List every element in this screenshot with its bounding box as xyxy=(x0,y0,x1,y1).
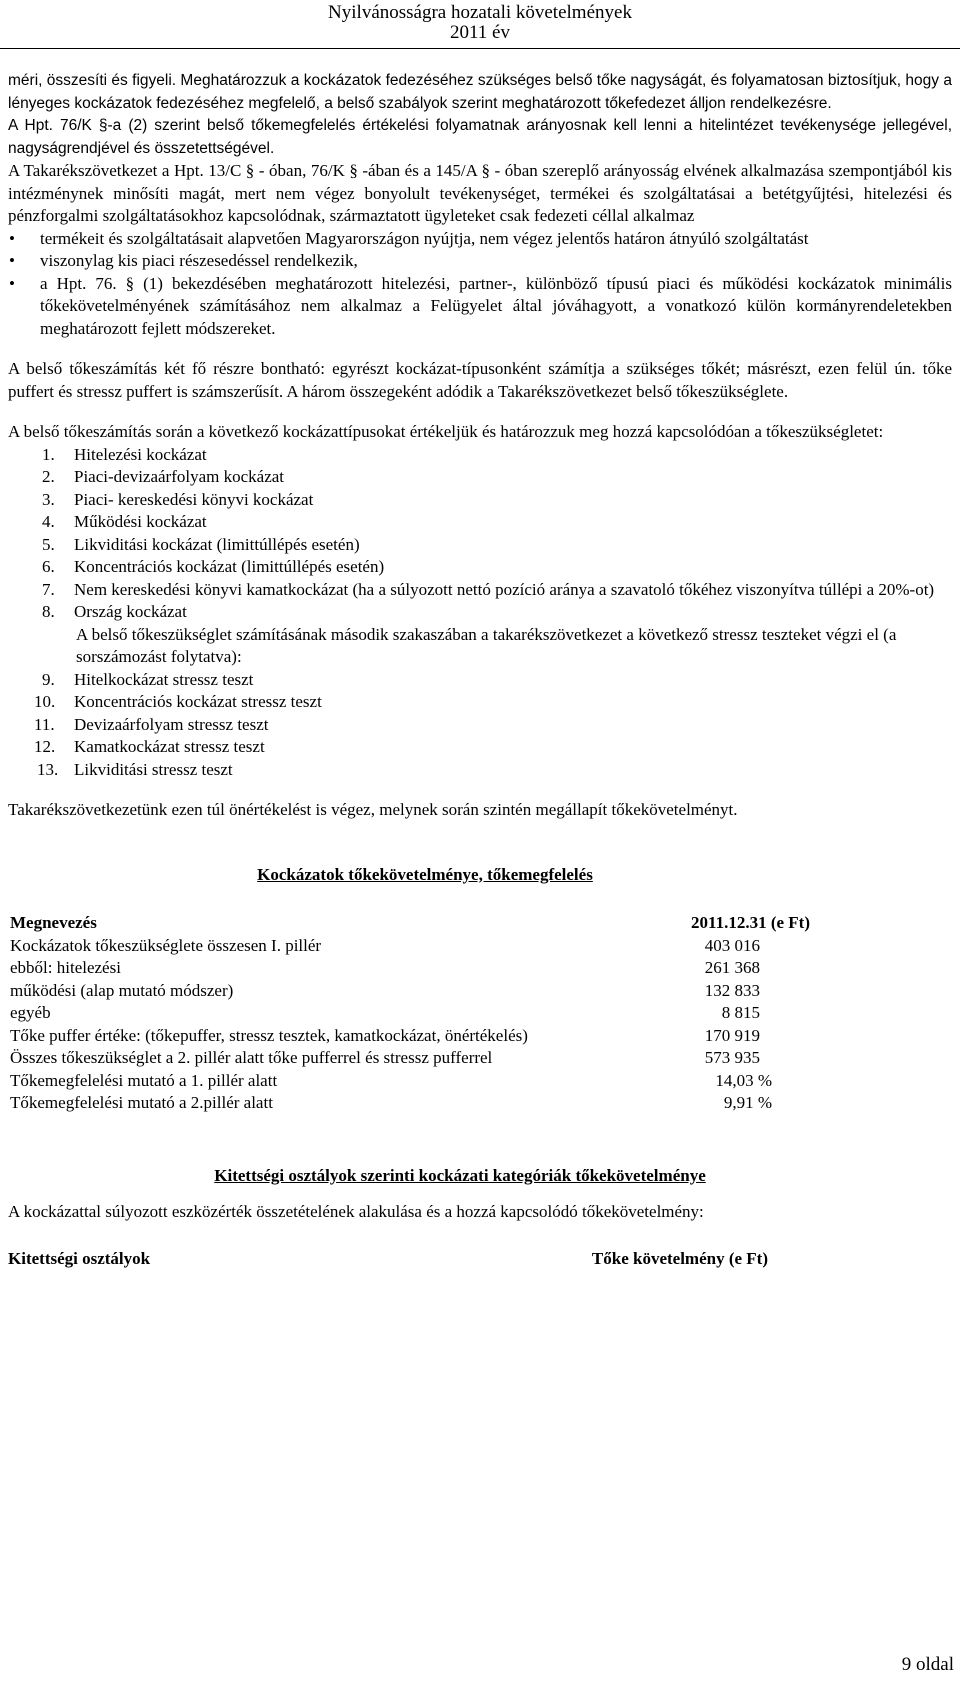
header-value: 2011.12.31 (e Ft) xyxy=(691,913,810,932)
list-item: 12. Kamatkockázat stressz teszt xyxy=(34,737,265,756)
exposure-table-header xyxy=(8,1248,768,1271)
self-assessment-paragraph: Takarékszövetkezetünk ezen túl önértékelést is végez, melynek során szintén megállapít tőkekövetelményt. xyxy=(8,800,738,819)
list-item: 11. Devizaárfolyam stressz teszt xyxy=(34,714,269,734)
table-row: ebből: hitelezési 261 368 xyxy=(10,958,760,977)
list-item: • termékeit és szolgáltatásait alapvetően Magyarországon nyújtja, nem végez jelentős határon átnyúló szolgáltatást xyxy=(8,228,952,251)
list-item: 1. Hitelezési kockázat xyxy=(42,444,207,464)
col-capital-requirement: Tőke követelmény (e Ft) xyxy=(591,1248,768,1268)
list-item: 13. Likviditási stressz teszt xyxy=(37,759,233,779)
header-divider xyxy=(0,48,960,49)
section-title-exposure: Kitettségi osztályok szerinti kockázati kategóriák tőkekövetelménye xyxy=(214,1165,706,1185)
list-item: 5. Likviditási kockázat (limittúllépés esetén) xyxy=(42,534,360,554)
list-item: • a Hpt. 76. § (1) bekezdésében meghatározott hitelezési, partner-, különböző típusú piaci és működési kockázatok minimális tőkekövetelményének számításához nem alkalmaz a Felügyelet által jóváhagyott, a vonatkozó külön kormányrendeletekben meghatározott fejlett módszereket. xyxy=(8,273,952,341)
list-item: 2. Piaci-devizaárfolyam kockázat xyxy=(42,467,285,486)
table-header-row xyxy=(10,912,810,935)
list-item: 3. Piaci- kereskedési könyvi kockázat xyxy=(42,489,314,509)
document-body xyxy=(8,70,952,1270)
intro-paragraph-2: A Hpt. 76/K §-a (2) szerint belső tőkemegfelelés értékelési folyamatnak arányosnak kell lenni a hitelintézet tevékenysége jellegével, nagyságrendjével és összetettségével. xyxy=(8,117,952,157)
page-number: 9 oldal xyxy=(901,1653,954,1675)
intro-paragraph-1: méri, összesíti és figyeli. Meghatározzuk a kockázatok fedezéséhez szükséges belső tőke nagyságát, és folyamatosan biztosítjuk, hogy a lényeges kockázatok fedezéséhez megfelelő, a belső szabályok szerint meghatározott tőkefedezet álljon rendelkezésre. xyxy=(8,72,952,112)
internal-capital-paragraph: A belső tőkeszámítás két fő részre bontható: egyrészt kockázat-típusonként számítja a szükséges tőkét; másrészt, ezen felül ún. tőke puffert és stressz puffert is számszerűsít. A három összegeként adódik a Takarékszövetkezet belső tőkeszükséglete. xyxy=(8,359,952,401)
list-item: 6. Koncentrációs kockázat (limittúllépés esetén) xyxy=(42,557,385,576)
risk-types-intro: A belső tőkeszámítás során a következő kockázattípusokat értékeljük és határozzuk meg hozzá kapcsolódóan a tőkeszükségletet: xyxy=(8,422,884,441)
col-exposure-classes: Kitettségi osztályok xyxy=(8,1248,151,1268)
criteria-list xyxy=(8,228,952,341)
list-item: 9. Hitelkockázat stressz teszt xyxy=(42,669,254,689)
exposure-intro: A kockázattal súlyozott eszközérték összetételének alakulása és a hozzá kapcsolódó tőkekövetelmény: xyxy=(8,1202,704,1221)
intro-paragraph-3: A Takarékszövetkezet a Hpt. 13/C § - óban, 76/K § -ában és a 145/A § - óban szereplő arányosság elvének alkalmazása szempontjából kis intézménynek minősíti magát, mert nem végez bonyolult tevékenységet, termékei és szolgáltatásai a betétgyűjtési, hitelezési és pénzforgalmi szolgáltatásokhoz kapcsolódnak, származtatott ügyleteket csak fedezeti céllal alkalmaz xyxy=(8,161,952,225)
list-item: 10. Koncentrációs kockázat stressz teszt xyxy=(34,692,322,711)
table-row: Tőkemegfelelési mutató a 1. pillér alatt 14,03 % xyxy=(10,1070,772,1090)
list-item: 7. Nem kereskedési könyvi kamatkockázat (ha a súlyozott nettó pozíció aránya a szavatoló tőkéhez viszonyítva túllépi a 20%-ot) xyxy=(42,579,935,599)
list-item: 8. Ország kockázat xyxy=(42,602,187,621)
table-row: működési (alap mutató módszer) 132 833 xyxy=(10,980,760,1000)
table-row: Tőke puffer értéke: (tőkepuffer, stressz tesztek, kamatkockázat, önértékelés) 170 919 xyxy=(10,1025,760,1045)
capital-table xyxy=(10,912,810,1115)
section-title-capital: Kockázatok tőkekövetelménye, tőkemegfelelés xyxy=(257,864,593,884)
table-row: Tőkemegfelelési mutató a 2.pillér alatt 9,91 % xyxy=(10,1093,772,1112)
header-name: Megnevezés xyxy=(10,913,97,932)
stress-note: A belső tőkeszükséglet számításának második szakaszában a takarékszövetkezet a következő stressz teszteket végzi el (a sorszámozást folytatva): xyxy=(76,624,897,666)
list-item: • viszonylag kis piaci részesedéssel rendelkezik, xyxy=(8,250,952,273)
table-row: Összes tőkeszükséglet a 2. pillér alatt tőke pufferrel és stressz pufferrel 573 935 xyxy=(10,1048,760,1067)
list-item: 4. Működési kockázat xyxy=(42,512,207,531)
header-year: 2011 év xyxy=(450,22,510,43)
risk-type-list xyxy=(8,444,952,782)
header-title: Nyilvánosságra hozatali követelmények xyxy=(328,2,632,23)
table-row: egyéb 8 815 xyxy=(10,1003,760,1022)
table-row: Kockázatok tőkeszükséglete összesen I. pillér 403 016 xyxy=(10,935,760,955)
